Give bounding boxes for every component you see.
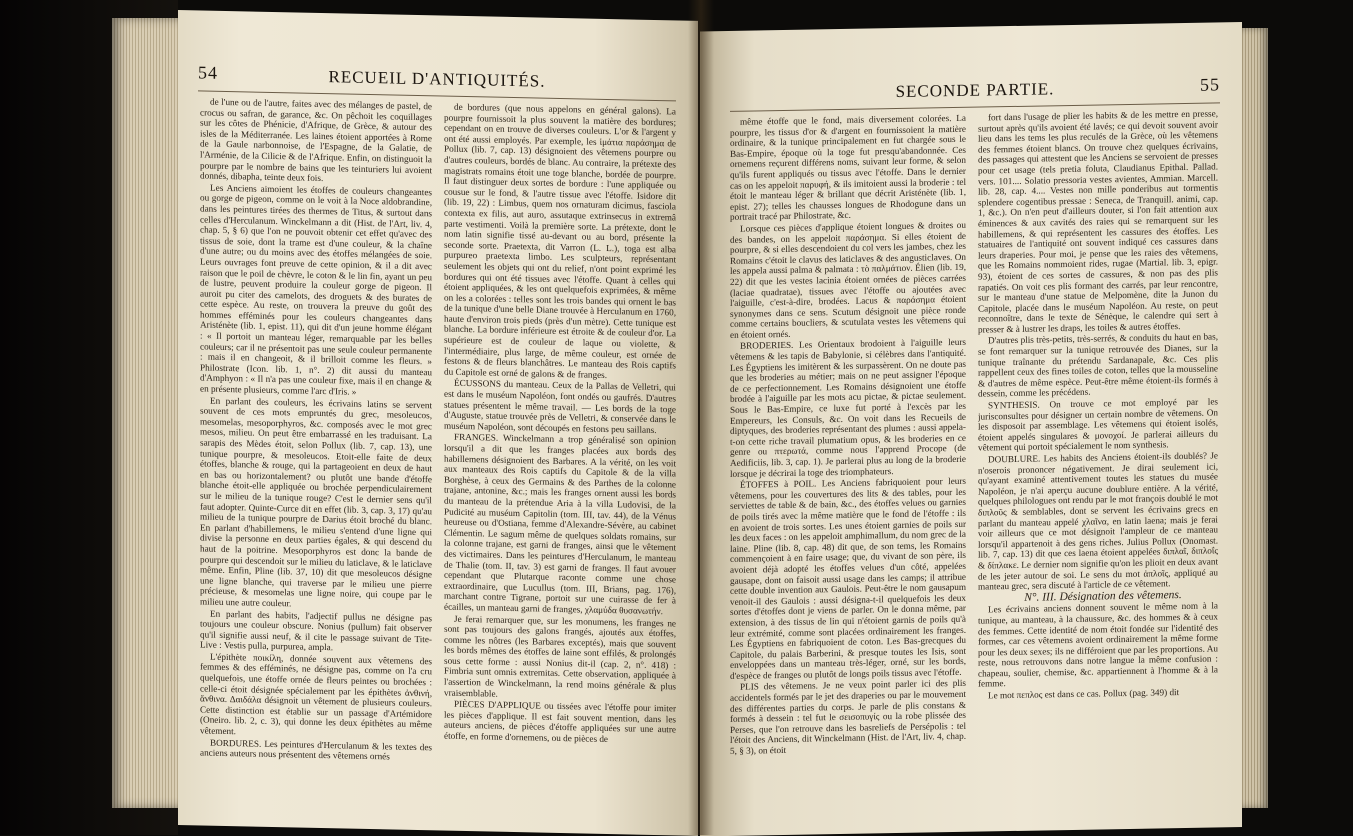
paragraph: Les Anciens aimoient les étoffes de couleurs changeantes ou gorge de pigeon, comme on le voit à la Noce aldobrandine, dans les peintures tirées des thermes de Titus, & surtout dans celles d'Herculanum. Winckelmann a dit (Hist. de l'Art, liv. 4, chap. 5, § 6) que l'on ne pouvoit obtenir cet effet qu'avec des tissus de soie, dont la trame est d'une couleur, & la chaîne d'une autre; ou du moins avec des étoffes mélangées de soie. Leurs ouvrages font preuve de cette opinion, & il a dit avec raison que le poil de chèvre, le coton & le lin fin, ayant un peu de lustre, peuvent produire la couleur gorge de pigeon. Il auroit pu citer des camelots, des droguets & des burates de cette espèce. Au reste, on trouvera la preuve du goût des hommes efféminés pour les couleurs changeantes dans Aristénète (lib. 1, epist. 11), qui dit d'un jeune homme élégant : « Il portoit un manteau léger, remarquable par les belles couleurs; car il ne présentoit pas une seule couleur permanente : mais il en changeoit, & il brilloit comme les fleurs. » Philostrate (Icon. lib. 1, n°. 2) dit aussi du manteau d'Amphyon : « Il n'a pas une couleur fixe, mais il en change & en présente plusieurs, comme l'arc d'Iris. » xyxy=(200,182,432,397)
paragraph: Lorsque ces pièces d'applique étoient longues & droites ou des bandes, on les appeloit παράσημα. Si elles étoient de pourpre, & si elles descendoient du col vers les jambes, chez les Romains c'étoit le clavus des laticlaves & des angusticlaves. On les appela aussi palma & palmata : τὸ παλμάτιον. Élien (lib. 19, 22) dit que les vestes lacinia étoient ornées de pièces carrées (laciae quadratae), tissues avec l'étoffe ou ajoutées avec l'aiguille, c'est-à-dire, brodées. Lacus & παράσημα étoient synonymes dans ce sens. Scutum désignoit une pièce ronde comme certains boucliers, & scutulata vestes les vêtemens qui en étoient ornés. xyxy=(730,219,966,340)
paragraph: En parlant des couleurs, les écrivains latins se servent souvent de ces mots empruntés du grec, mesoleucos, mesomelas, mesoporphyros, &c. composés avec le mot grec mesos, milieu. On peut être embarrassé en les traduisant. La sarapis des Mèdes étoit, selon Pollux (lib. 7, cap. 13), une tunique pourpre, & mesoleucos. Etoit-elle faite de deux étoffes, blanche & rouge, qui la partageoient en deux de haut en bas ou horizontalement? ou plutôt une bande d'étoffe blanche étoit-elle appliquée ou brochée perpendiculairement sur le milieu de la tunique rouge? C'est le dernier sens qu'il faut adopter. Quinte-Curce dit en effet (lib. 3, cap. 3, 17) qu'au milieu de la tunique pourpre de Darius étoit broché du blanc. En parlant d'habillemens, le milieu s'entend d'une ligne qui divise la personne en deux parties égales, & qui descend du haut de la poitrine. Mesoporphyros est donc la bande de pourpre qui descendoit sur le milieu du laticlave, & le laticlave même. Enfin, Pline (lib. 37, 10) dit que mesoleucos désigne une ligne blanche, qui traverse par le milieu une pierre précieuse, & mesomelas une ligne noire, qui coupe par le milieu une autre couleur. xyxy=(200,395,432,609)
paragraph: Je ferai remarquer que, sur les monumens, les franges ne sont pas toujours des galons frangés, ajoutés aux étoffes, comme les nôtres (les Barbares exceptés), mais que souvent les bords mêmes des étoffes de laine sont effilés, & prolongés sous cette forme : aussi Nonius dit-il (cap. 2, n°. 418) : Fimbria sunt omnis extremitas. Cette observation, appliquée à l'assertion de Winckelmann, la rend moins générale & plus vraisemblable. xyxy=(444,613,676,699)
paragraph: fort dans l'usage de plier les habits & de les mettre en presse, surtout après qu'ils avoient été lavés; ce qui devoit souvent avoir lieu dans les tems les plus reculés de la Grèce, où les vêtemens des femmes étoient blancs. On trouve chez quelques écrivains, des passages qui attestent que les Anciens se servoient de presses pour cet usage (tels pretia foluta, Claudianus Epithal. Pallad. vers. 101.... Solatio pressoria vestes avientes, Ammian. Marcell. lib. 28, cap. 4.... Vestes non mille ponderibus aut tormentis splendere cogentibus pressae : Seneca, de Tranquill. animi, cap. 1, &c.). On n'en peut d'ailleurs douter, si l'on fait attention aux éminences & aux cavités des raies qui se remarquent sur les habillemens, & qui représentent les cassures des étoffes. Les statuaires de l'antiquité ont souvent indiqué ces cassures dans leurs draperies. Pour moi, je pense que les raies des vêtemens, que les Romains nommoient rides, rugae (Martial. lib. 3, epigr. 93), étoient de ces sortes de cassures, & non pas des plis rapatiés. On voit ces plis formant des carrés, par leur rencontre, sur le manteau d'une statue de Melpomène, dite la Junon du Capitole, placée dans le muséum Napoléon. Au reste, on peut reconnoître, dans le texte de Sénèque, le calendre qui sert à presser & à lustrer les draps, les toiles & autres étoffes. xyxy=(978,108,1218,335)
paragraph: BRODERIES. Les Orientaux brodoient à l'aiguille leurs vêtemens & les tapis de Babylonie, si célèbres dans l'antiquité. Les Égyptiens les imitèrent & les surpassèrent. On ne doute pas que les broderies au métier; mais on ne peut assigner l'époque de ce perfectionnement. Les Romains désignoient une étoffe brodée à l'aiguille par les mots acu pictae, & pictae seulement. Sous le Bas-Empire, ce luxe fut porté à l'excès par les Empereurs, les Consuls, &c. On voit dans les Recueils de diptyques, des broderies représentant des plumes : aussi appela-t-on cette riche travail plumatium opus, & les broderies en ce genre ou πτερωτά, comme nous l'apprend Procope (de Aedificiis, lib. 3, cap. 1). Je parlerai plus au long de la broderie lorsque je décrirai la toge des triomphateurs. xyxy=(730,337,966,479)
left-running-title: RECUEIL D'ANTIQUITÉS. xyxy=(328,67,546,91)
section-heading: N°. III. Désignation des vêtemens. xyxy=(1024,588,1182,604)
paragraph: BORDURES. Les peintures d'Herculanum & les textes des anciens auteurs nous présentent des vêtemens ornés xyxy=(200,737,432,762)
book-gutter xyxy=(688,0,714,835)
right-page xyxy=(700,22,1242,836)
paragraph: SYNTHESIS. On trouve ce mot employé par les jurisconsultes pour désigner un certain nombre de vêtemens. On les disposoit par assemblage. Les vêtemens qui étoient isolés, étoient appelés singulares & μονοχοί. Je parlerai ailleurs du vêtement qui portoit spécialement le nom synthesis. xyxy=(978,396,1218,454)
paragraph: ÉCUSSONS du manteau. Ceux de la Pallas de Velletri, qui est dans le muséum Napoléon, font ondés ou gaufrés. D'autres statues présentent le même travail. — Les bords de la toge d'Auguste, statue trouvée près de Velletri, & conservée dans le muséum Napoléon, sont découpés en festons peu saillans. xyxy=(444,378,676,435)
left-page-number: 54 xyxy=(198,62,218,83)
paragraph: FRANGES. Winckelmann a trop généralisé son opinion lorsqu'il a dit que les franges placées aux bords des habillemens désignoient des Barbares. A la vérité, on les voit aux manteaux des Rois captifs du Capitole & de la villa Borghèse, à ceux des Germains & des Parthes de la colonne trajane, antonine, &c.; mais les franges ornent aussi les bords du manteau de la prétendue Aria à la villa Ludovisi, de la Pudicité au muséum Capitolin (tom. III, tav. 44), de la Vénus heureuse ou d'Ostiana, femme d'Alexandre-Sévère, au cabinet Clémentin. Le sagum même de quelques soldats romains, sur la colonne trajane, est garni de franges, ainsi que le vêtement des victimaires. Dans les peintures d'Herculanum, le manteau de Thalie (tom. II, tav. 3) est garni de franges. Il faut avouer cependant que Plutarque raconte comme une chose extraordinaire, que Lucullus (tom. III, Brians, pag. 176), marchant contre Tigrane, portoit sur une cuirasse de fer à écailles, un manteau garni de franges, χλαμύδα θυσανωτήν. xyxy=(444,432,676,617)
right-page-header xyxy=(730,74,1220,107)
paragraph: ÉTOFFES à POIL. Les Anciens fabriquoient pour leurs vêtemens, pour les couvertures des lits & des tables, pour les serviettes de table & de bain, &c., des étoffes velues ou garnies de poils tirés avec la même matière que le fond de l'étoffe : ils en avoient de trois sortes. Les unes étoient garnies de poils sur les deux faces : on les appeloit amphimallum, du nom grec de la laine. Pline (lib. 8, cap. 48) dit que, de son tems, les Romains commençoient à en faire usage; que, du vivant de son père, ils avoient déjà adopté les étoffes velues d'un côté, appelées gausape, dont on faisoit aussi usage dans les camps; il attribue cette double invention aux Gaulois. Peut-être le nom gausapum venoit-il des Gaulois : aussi désigna-t-il quelquefois les deux sortes d'étoffes dont je viens de parler. On le donna même, par extension, à des tissus de lin qui n'étoient garnis de poils qu'à leur extrémité, comme sont placées ordinairement les franges. Les Égyptiens en fabriquoient de coton. Les Bas-grecques du Capitole, du palais Barberini, & presque toutes les Isis, sont enveloppées dans un manteau très-léger, orné, sur les bords, d'espèce de franges ou plutôt de longs poils tissus avec l'étoffe. xyxy=(730,476,966,681)
paragraph: de bordures (que nous appelons en général galons). La pourpre fournissoit la plus souvent la matière des bordures; cependant on en trouve de diverses couleurs. L'or & l'argent y ont été aussi employés. Par exemple, les ἱμάτια παράσημα de Pollux (lib. 7, cap. 13) désignoient des vêtemens pourpre ou d'autres couleurs, bordés de blanc. Au contraire, la prétexte des magistrats romains étoit une toge blanche, bordée de pourpre. Il faut distinguer deux sortes de bordure : l'une appliquée ou cousue sur le fond, & l'autre tissue avec l'étoffe. Isidore dit (lib. 19, 22) : Limbus, quem nos ornaturam dicimus, fasciola contexta ex filis, aut auro, assutaque extrinsecus in extremâ parte vestimenti. Voilà la première sorte. La prétexte, dont le nom latin signifie tissé au-devant ou au bord, présente la seconde sorte. Praetexta, dit Varron (L. L.), toga est alba purpureo praetexta limbo. Les sculpteurs, représentant seulement les objets qui ont du relief, n'ont point exprimé les bordures qui ont été tissues avec l'étoffe. Quant à celles qui étoient appliquées, & les ont quelquefois exprimées, & même on les a colorées : telles sont les trois bandes qui ornent le bas de la tunique d'une belle Diane trouvée à Herculanum en 1760, haute d'environ trois pieds (près d'un mètre). Cette tunique est blanche. La bordure inférieure est étroite & de couleur d'or. La supérieure est de couleur de laque ou violette, & l'intermédiaire, plus large, de même couleur, est ornée de festons & de fleurs blanchâtres. Le manteau des Rois captifs du Capitole est orné de galons & de franges. xyxy=(444,101,676,380)
left-page xyxy=(178,10,698,836)
paragraph: Les écrivains anciens donnent souvent le même nom à la tunique, au manteau, à la chaussure, &c. des hommes & à ceux des femmes. Cette identité de nom étoit fondée sur l'identité des formes, car ces vêtemens avoient ordinairement la même forme pour les deux sexes; ils ne différoient que par les proportions. Au reste, nous retrouvons dans notre langue la même confusion : chapeau, soulier, chemise, &c. appartiennent à l'homme & à la femme. xyxy=(978,600,1218,690)
paragraph: de l'une ou de l'autre, faites avec des mélanges de pastel, de crocus ou safran, de garance, &c. On pêchoit les coquillages sur les côtes de Phénicie, d'Afrique, de Grèce, & autour des isles de la Méditerranée. Les laines étoient apportées à Rome de la Gaule narbonnoise, de l'Espagne, de la Galatie, de l'Arménie, de la Cilicie & de l'Afrique. Enfin, on distinguoit la pourpre par le nombre de bains que les teinturiers lui avoient donnés, dibapha, teinte deux fois. xyxy=(200,96,432,184)
paragraph: PLIS des vêtemens. Je ne veux point parler ici des plis accidentels formés par le jet des draperies ou par le mouvement des différentes parties du corps. Je parle de plis constans & formés à dessein : tel fut le σεισοπυγίς ou la robe plissée des Perses, que l'on retrouve dans les basreliefs de Persépolis : tel l'étoit des Anciens, dit Winckelmann (Hist. de l'Art, liv. 4, chap. 5, § 3), on étoit xyxy=(730,678,966,756)
paragraph: même étoffe que le fond, mais diversement colorées. La pourpre, les tissus d'or & d'argent en fournissoient la matière ordinaire, & la tunique principalement en fut chargée sous le Bas-Empire, époque où la toge fut presqu'abandonnée. Ces ornemens reçurent différens noms, suivant leur forme, & selon qu'ils furent appliqués ou tissus avec l'étoffe. Dans le dernier cas on les appeloit παρυφή, & ils imitoient aussi la broderie : tel étoit le manteau léger & brillant que décrit Aristénète (lib. 1, epist. 27); telles les chausses longues de Rhodogune dans un portrait tracé par Philostrate, &c. xyxy=(730,112,966,223)
left-column-2 xyxy=(444,102,676,819)
paragraph: PIÈCES D'APPLIQUE ou tissées avec l'étoffe pour imiter les pièces d'applique. Il est fait souvent mention, dans les auteurs anciens, de pièces d'étoffe appliquées sur une autre étoffe, en forme d'ornemens, ou de pièces de xyxy=(444,699,676,745)
right-page-number: 55 xyxy=(1200,74,1220,95)
paragraph: L'épithète ποικίλη, donnée souvent aux vêtemens des femmes & des efféminés, ne désigne pas, comme on l'a cru quelquefois, une étoffe ornée de fleurs peintes ou brochées : celle-ci étoit désignée spécialement par les épithètes ἀνθινή, ἄνθινα. Δαιδάλα désignoit un vêtement de plusieurs couleurs. Cette distinction est établie sur un passage d'Artémidore (Oneiro. lib. 2, c. 3), qui donne les deux épithètes au même vêtement. xyxy=(200,651,432,737)
paragraph: DOUBLURE. Les habits des Anciens étoient-ils doublés? Je n'oserois prononcer négativement. Je dirai seulement ici, qu'ayant examiné attentivement toutes les statues du musée Napoléon, je n'ai aperçu aucune doublure entière. A la vérité, quelques philologues ont rendu par le mot françois doublé le mot διπλοῦς & semblables, dont se servent les écrivains grecs en parlant du manteau appelé χλαῖνα, en latin laena; mais je ferai voir ailleurs que ce mot désignoit l'ampleur de ce manteau lorsqu'il appartenoit à des gens riches. Julius Pollux (Onomast. lib. 7, cap. 13) dit que ces laena étoient appelées διπλαῖ, διπλοΐς & δίπλακε. Le dernier nom signifie qu'on les plioit en deux avant de les jeter autour de soi. Le sens du mot ἀπλοῖς, appliqué au manteau grec, sera discuté à l'article de ce vêtement. xyxy=(978,450,1218,592)
right-column-1 xyxy=(730,113,966,829)
right-page-edges xyxy=(1240,28,1268,808)
left-column-1 xyxy=(200,96,432,813)
right-column-2 xyxy=(978,108,1218,824)
right-running-title: SECONDE PARTIE. xyxy=(895,79,1055,102)
paragraph: En parlant des habits, l'adjectif pullus ne désigne pas toujours une couleur obscure. Nonius (pullum) fait observer qu'il signifie aussi neuf, & il cite le passage suivant de Tite-Live : Vestis pulla, purpurea, ampla. xyxy=(200,608,432,653)
paragraph: D'autres plis très-petits, très-serrés, & conduits du haut en bas, se font remarquer sur la tunique retrouvée des Dianes, sur la tunique traînante du prétendu Sardanapale, &c. Ces plis rappellent ceux des fines toiles de coton, telles que la mousseline & d'autres de même espèce. Peut-être même étoient-ils formés à dessein, comme les précédens. xyxy=(978,331,1218,400)
paragraph: Le mot πεπλος est dans ce cas. Pollux (pag. 349) dit xyxy=(988,687,1180,701)
left-page-edges xyxy=(112,18,186,808)
